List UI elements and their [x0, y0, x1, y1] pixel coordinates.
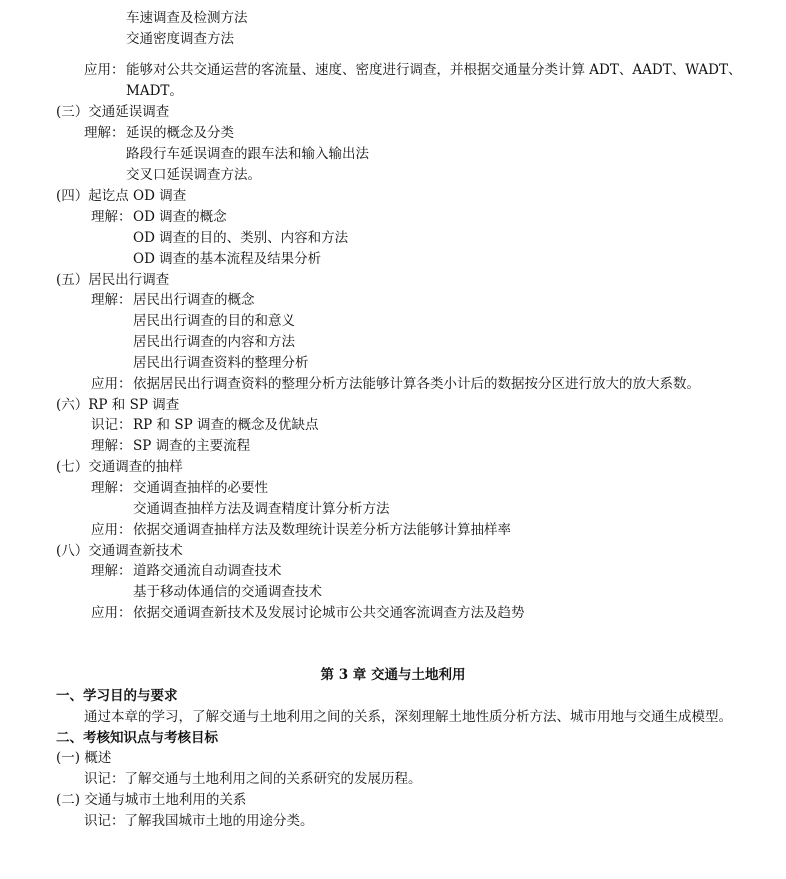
- section-heading: (八）交通调查新技术: [56, 543, 183, 559]
- part-heading: 一、学习目的与要求: [56, 688, 178, 704]
- label-apply: 应用：: [91, 376, 132, 392]
- text-line: RP 和 SP 调查的概念及优缺点: [133, 417, 319, 433]
- text-line: 通过本章的学习，了解交通与土地利用之间的关系，深刻理解土地性质分析方法、城市用地与交通生成模型。: [84, 709, 732, 725]
- section-heading: (三）交通延误调查: [56, 104, 170, 120]
- text-line: 居民出行调查的目的和意义: [133, 313, 295, 329]
- text-line: 依据交通调查新技术及发展讨论城市公共交通客流调查方法及趋势: [133, 605, 525, 621]
- text-line: 依据居民出行调查资料的整理分析方法能够计算各类小计后的数据按分区进行放大的放大系数。: [133, 376, 700, 392]
- text-line: 基于移动体通信的交通调查技术: [133, 584, 322, 600]
- text-line: 交通调查抽样方法及调查精度计算分析方法: [133, 501, 390, 517]
- section-heading: (六）RP 和 SP 调查: [56, 397, 180, 413]
- text-line: 路段行车延误调查的跟车法和输入输出法: [126, 146, 369, 162]
- text-line: OD 调查的概念: [133, 209, 227, 225]
- label-know: 识记：: [91, 417, 132, 433]
- label-apply: 应用：: [91, 522, 132, 538]
- text-line: 识记：了解我国城市土地的用途分类。: [84, 813, 314, 829]
- label-apply: 应用：: [91, 605, 132, 621]
- text-line: 交叉口延误调查方法。: [126, 167, 261, 183]
- section-heading: (五）居民出行调查: [56, 272, 170, 288]
- section-heading: (一) 概述: [56, 750, 112, 766]
- chapter-title: 第 3 章 交通与土地利用: [320, 667, 466, 683]
- part-heading: 二、考核知识点与考核目标: [56, 730, 218, 746]
- text-line: 交通密度调查方法: [126, 31, 234, 47]
- section-heading: (七）交通调查的抽样: [56, 459, 183, 475]
- text-line: 依据交通调查抽样方法及数理统计误差分析方法能够计算抽样率: [133, 522, 511, 538]
- text-line: 交通调查抽样的必要性: [133, 480, 268, 496]
- label-understand: 理解：: [91, 209, 132, 225]
- text-line: 居民出行调查的内容和方法: [133, 334, 295, 350]
- label-understand: 理解：: [91, 292, 132, 308]
- label-understand: 理解：: [84, 125, 125, 141]
- text-line: OD 调查的目的、类别、内容和方法: [133, 230, 349, 246]
- text-line: MADT。: [126, 83, 183, 99]
- text-line: 延误的概念及分类: [126, 125, 234, 141]
- text-line: 居民出行调查的概念: [133, 292, 255, 308]
- section-heading: (二) 交通与城市土地利用的关系: [56, 792, 247, 808]
- text-line: 车速调查及检测方法: [126, 10, 248, 26]
- label-understand: 理解：: [91, 480, 132, 496]
- text-line: 道路交通流自动调查技术: [133, 563, 282, 579]
- label-understand: 理解：: [91, 563, 132, 579]
- text-line: SP 调查的主要流程: [133, 438, 251, 454]
- label-understand: 理解：: [91, 438, 132, 454]
- text-line: 能够对公共交通运营的客流量、速度、密度进行调查，并根据交通量分类计算 ADT、AADT、WADT、: [126, 62, 742, 78]
- text-line: 识记：了解交通与土地利用之间的关系研究的发展历程。: [84, 771, 422, 787]
- text-line: OD 调查的基本流程及结果分析: [133, 251, 322, 267]
- text-line: 居民出行调查资料的整理分析: [133, 355, 309, 371]
- label-apply: 应用：: [84, 62, 125, 78]
- section-heading: (四）起讫点 OD 调查: [56, 188, 187, 204]
